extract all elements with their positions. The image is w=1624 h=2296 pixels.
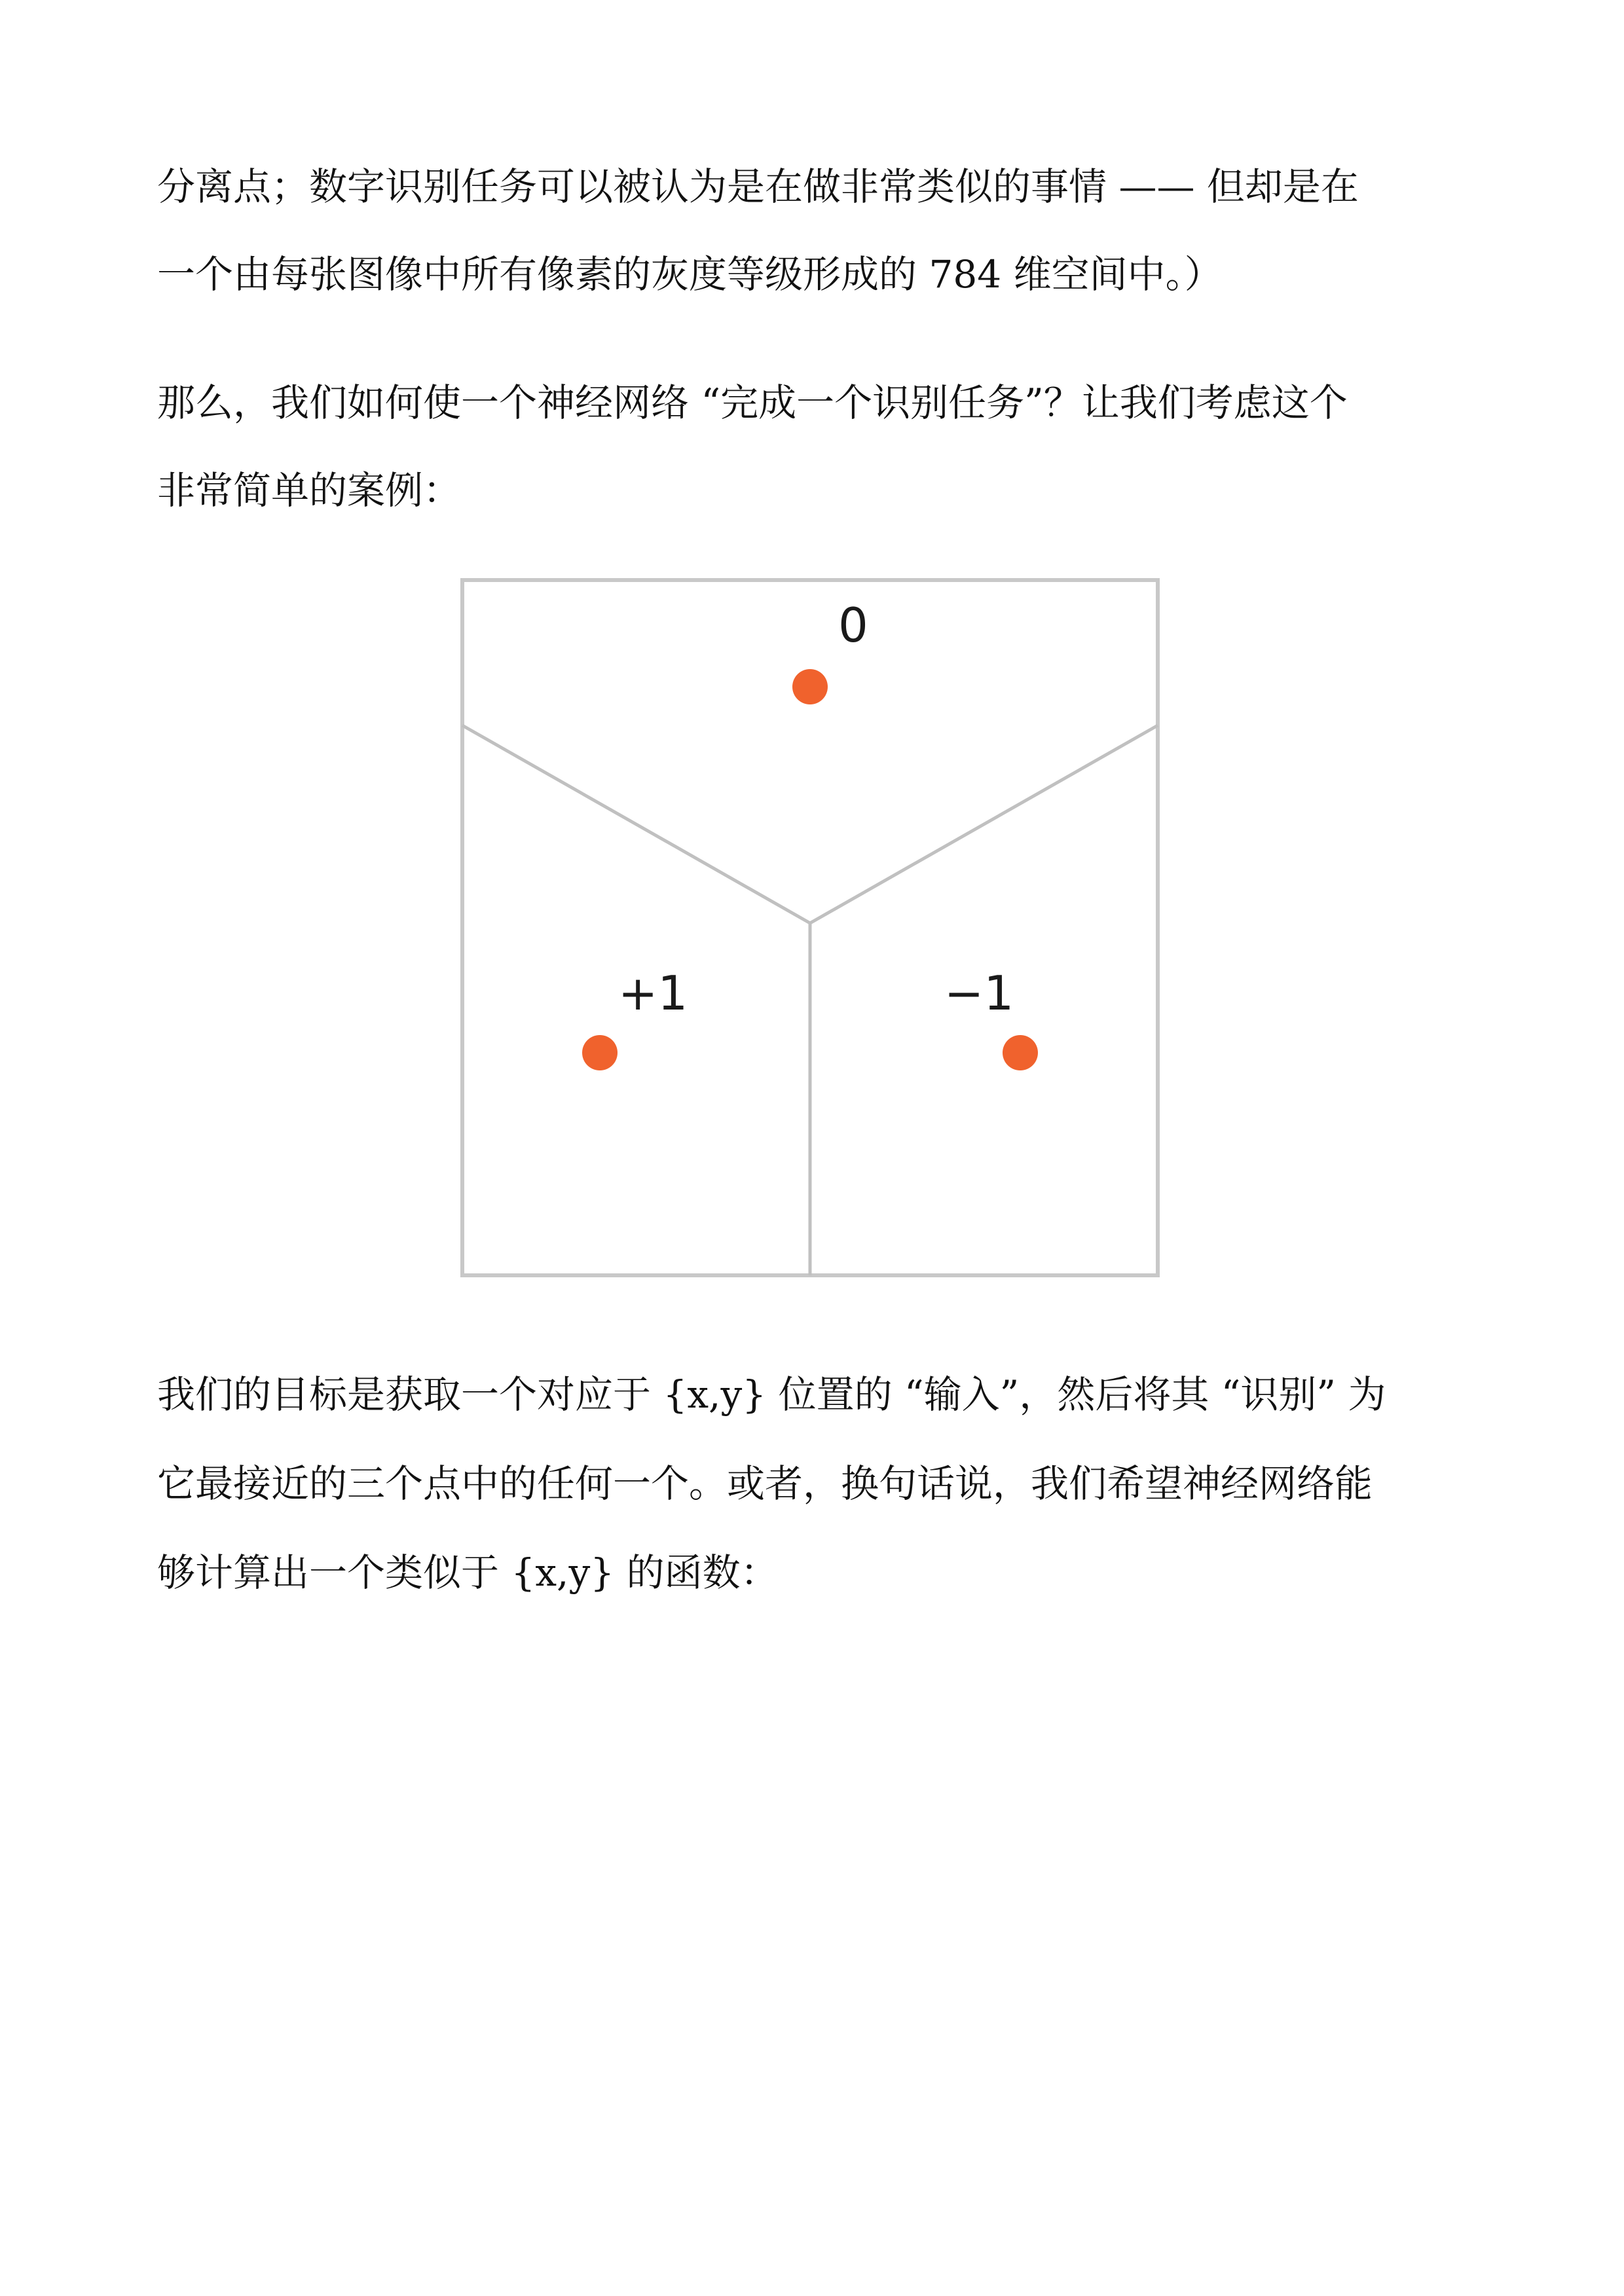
label-zero: 0 <box>838 598 868 653</box>
point-zero <box>792 669 828 704</box>
paragraph-3-line-1: 我们的目标是获取一个对应于 {x,y} 位置的 “输入”，然后将其 “识别” 为 <box>157 1372 1386 1417</box>
voronoi-diagram <box>460 577 1160 1278</box>
paragraph-1-line-1: 分离点；数字识别任务可以被认为是在做非常类似的事情 —— 但却是在 <box>157 164 1359 209</box>
voronoi-figure <box>460 577 1160 1278</box>
point-minus-one <box>1003 1035 1038 1070</box>
paragraph-3 <box>157 1350 1467 1617</box>
paragraph-2-line-2: 非常简单的案例： <box>157 468 462 513</box>
label-minus-one: −1 <box>944 966 1014 1021</box>
label-plus-one: +1 <box>618 966 688 1021</box>
paragraph-3-line-3: 够计算出一个类似于 {x,y} 的函数： <box>157 1550 779 1595</box>
paragraph-1 <box>157 143 1467 318</box>
point-plus-one <box>582 1035 618 1070</box>
paragraph-2 <box>157 359 1467 534</box>
paragraph-1-line-2: 一个由每张图像中所有像素的灰度等级形成的 784 维空间中。） <box>157 252 1223 297</box>
paragraph-3-line-2: 它最接近的三个点中的任何一个。或者，换句话说，我们希望神经网络能 <box>157 1461 1373 1506</box>
paragraph-2-line-1: 那么，我们如何使一个神经网络 “完成一个识别任务”？让我们考虑这个 <box>157 380 1348 425</box>
